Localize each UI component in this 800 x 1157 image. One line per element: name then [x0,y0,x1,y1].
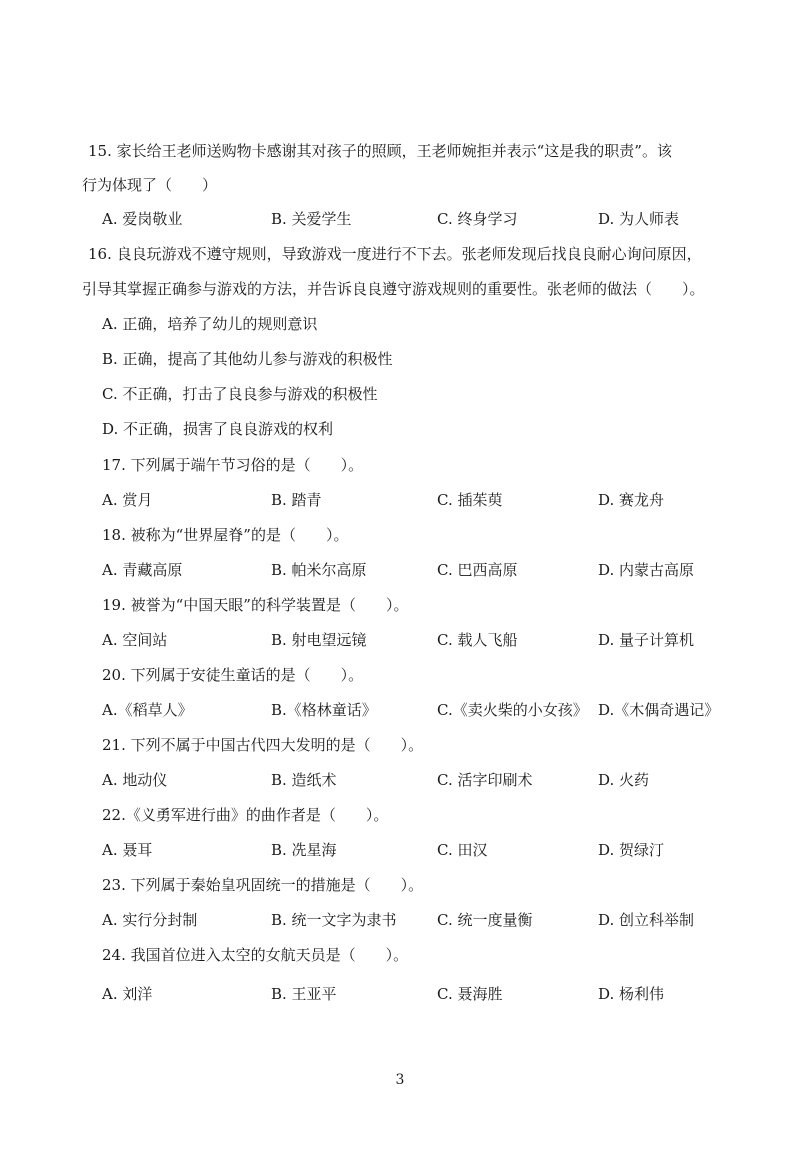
question-21-stem: 21. 下列不属于中国古代四大发明的是（ ）。 [102,736,424,754]
question-17-option-b: B. 踏青 [271,491,322,509]
question-15-option-b: B. 关爱学生 [271,210,352,228]
question-18-option-b: B. 帕米尔高原 [271,561,367,579]
question-20-option-b: B.《格林童话》 [271,701,377,719]
question-19-option-b: B. 射电望远镜 [271,631,367,649]
question-18-option-a: A. 青藏高原 [102,561,183,579]
question-16-option-c: C. 不正确，打击了良良参与游戏的积极性 [102,385,378,403]
question-22-option-d: D. 贺绿汀 [598,841,665,859]
question-16-option-a: A. 正确，培养了幼儿的规则意识 [102,315,318,333]
question-17-option-c: C. 插茱萸 [437,491,503,509]
question-20-option-a: A.《稻草人》 [102,701,193,719]
question-18-stem: 18. 被称为“世界屋脊”的是（ ）。 [102,526,349,544]
question-23-option-a: A. 实行分封制 [102,911,198,929]
question-22-stem: 22.《义勇军进行曲》的曲作者是（ ）。 [102,806,389,824]
question-23-option-c: C. 统一度量衡 [437,911,533,929]
question-15-option-a: A. 爱岗敬业 [102,210,183,228]
question-18-option-d: D. 内蒙古高原 [598,561,695,579]
question-19-option-d: D. 量子计算机 [598,631,695,649]
question-20-stem: 20. 下列属于安徒生童话的是（ ）。 [102,666,364,684]
question-16-stem-line-1: 16. 良良玩游戏不遵守规则，导致游戏一度进行不下去。张老师发现后找良良耐心询问原因， [88,245,702,263]
question-16-stem-line-2: 引导其掌握正确参与游戏的方法，并告诉良良遵守游戏规则的重要性。张老师的做法（ ）。 [82,280,705,298]
question-16-option-b: B. 正确，提高了其他幼儿参与游戏的积极性 [102,350,393,368]
question-24-option-c: C. 聂海胜 [437,985,503,1003]
question-17-option-d: D. 赛龙舟 [598,491,665,509]
question-19-option-c: C. 载人飞船 [437,631,518,649]
question-19-option-a: A. 空间站 [102,631,168,649]
question-16-option-d: D. 不正确，损害了良良游戏的权利 [102,420,334,438]
page-number: 3 [395,1072,405,1088]
question-15-option-c: C. 终身学习 [437,210,518,228]
question-15-option-d: D. 为人师表 [598,210,680,228]
question-21-option-c: C. 活字印刷术 [437,771,533,789]
question-24-option-b: B. 王亚平 [271,985,337,1003]
question-24-stem: 24. 我国首位进入太空的女航天员是（ ）。 [102,946,409,964]
question-22-option-a: A. 聂耳 [102,841,153,859]
question-15-stem-line-2: 行为体现了（ ） [82,176,218,194]
question-23-option-b: B. 统一文字为隶书 [271,911,397,929]
question-23-stem: 23. 下列属于秦始皇巩固统一的措施是（ ）。 [102,876,424,894]
question-17-stem: 17. 下列属于端午节习俗的是（ ）。 [102,456,364,474]
question-22-option-b: B. 冼星海 [271,841,337,859]
question-24-option-a: A. 刘洋 [102,985,153,1003]
question-21-option-d: D. 火药 [598,771,650,789]
question-19-stem: 19. 被誉为“中国天眼”的科学装置是（ ）。 [102,596,409,614]
question-20-option-d: D.《木偶奇遇记》 [598,701,720,719]
question-22-option-c: C. 田汉 [437,841,488,859]
question-21-option-b: B. 造纸术 [271,771,337,789]
question-20-option-c: C.《卖火柴的小女孩》 [437,701,588,719]
question-23-option-d: D. 创立科举制 [598,911,695,929]
question-24-option-d: D. 杨利伟 [598,985,665,1003]
question-21-option-a: A. 地动仪 [102,771,168,789]
question-18-option-c: C. 巴西高原 [437,561,518,579]
question-17-option-a: A. 赏月 [102,491,153,509]
question-15-stem-line-1: 15. 家长给王老师送购物卡感谢其对孩子的照顾，王老师婉拒并表示“这是我的职责”。该 [88,142,672,160]
